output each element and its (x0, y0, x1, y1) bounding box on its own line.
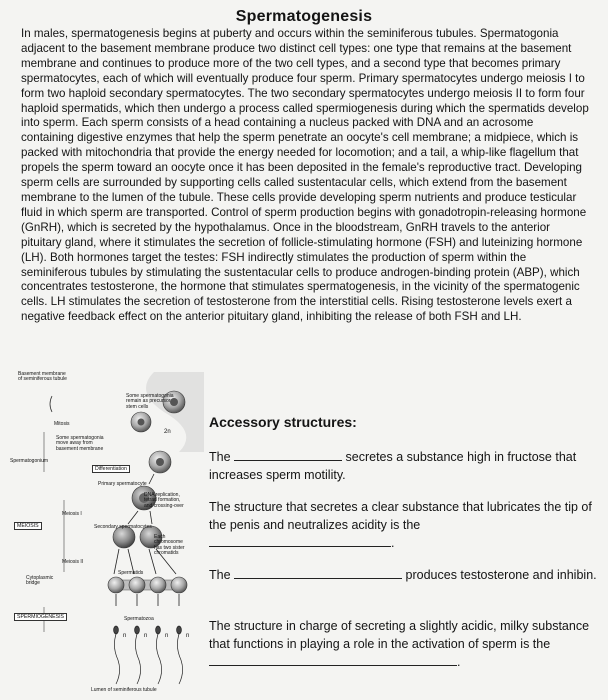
ploidy-label: 2n (164, 429, 171, 435)
label-meiosis-one: Meiosis I (62, 511, 82, 517)
question-4-end: . (457, 655, 461, 669)
ploidy-label: n (144, 633, 148, 639)
spermatogenesis-diagram (4, 372, 204, 698)
label-lumen: Lumen of seminiferous tubule (91, 687, 157, 693)
label-differentiation: Differentiation (92, 465, 130, 473)
label-cytoplasmic-bridge: Cytoplasmic bridge (26, 575, 54, 587)
intro-paragraph (21, 27, 589, 325)
question-3 (209, 566, 605, 584)
label-spermatogonium: Spermatogonium (10, 458, 49, 464)
question-4-blank[interactable] (209, 653, 457, 666)
label-spermiogenesis-box: SPERMIOGENESIS (14, 613, 67, 621)
ploidy-label: n (186, 633, 190, 639)
question-3-end: produces testosterone and inhibin. (405, 568, 597, 582)
page-title: Spermatogenesis (235, 8, 373, 25)
question-3-blank[interactable] (234, 566, 402, 579)
label-basement-membrane: Basement membrane of seminiferous tubule (18, 371, 67, 383)
label-spermatids: Spermatids (118, 570, 144, 576)
question-2-blank[interactable] (209, 534, 391, 547)
question-2-end: . (391, 536, 395, 550)
question-2-text: The structure that secretes a clear substance that lubricates the tip of the penis and neutralizes acidity is the (209, 500, 592, 532)
label-mitosis: Mitosis (54, 421, 70, 427)
ploidy-label: n (165, 633, 169, 639)
question-2 (209, 498, 605, 552)
question-4 (209, 617, 605, 671)
label-each-chromosome: Each chromosome has two sister chromatids (154, 534, 185, 557)
label-precursor-stem-cells: Some spermatogonia remain as precursor stem cells (126, 393, 174, 410)
label-dna-replication: DNA replication, tetrad formation, and crossing-over (144, 492, 184, 509)
question-3-start: The (209, 568, 231, 582)
label-meiosis-two: Meiosis II (62, 559, 84, 565)
label-move-away: Some spermatogonia move away from basement membrane (56, 435, 104, 452)
question-1-start: The (209, 450, 231, 464)
question-4-text: The structure in charge of secreting a slightly acidic, milky substance that functions in playing a role in the activation of sperm is the (209, 619, 590, 651)
label-secondary-spermatocytes: Secondary spermatocytes (94, 524, 152, 530)
ploidy-label: n (123, 633, 127, 639)
label-meiosis-box: MEIOSIS (14, 522, 42, 530)
question-1 (209, 448, 605, 484)
question-1-blank[interactable] (234, 448, 342, 461)
label-spermatozoa: Spermatozoa (124, 616, 154, 622)
question-1-end: secretes a substance high in fructose that increases sperm motility. (209, 450, 577, 482)
accessory-heading: Accessory structures: (209, 414, 357, 430)
label-primary-spermatocyte: Primary spermatocyte (98, 481, 147, 487)
paragraph-text: In males, spermatogenesis begins at puberty and occurs within the seminiferous tubules. Spermatogonia adjacent to the basement membrane produce two distinct cell types: one type that remains at the basement membrane and continues to produce more of the two cell types, and a second type that becomes primary spermatocytes, each of which will eventually produce four sperm. Primary spermatocytes undergo meiosis I to form two haploid secondary spermatocytes. The two secondary spermatocytes undergo meiosis II to form four haploid spermatids, which then undergo a process called spermiogenesis during which the spermatids develop into sperm. Each sperm consists of a head containing a nucleus packed with DNA and an acrosome containing digestive enzymes that help the sperm penetrate an oocyte's cell membrane; a midpiece, which is packed with mitochondria that provide the energy needed for locomotion; and a tail, a whip-like flagellum that propels the sperm toward an oocyte once it has been deposited in the female's reproductive tract. Developing sperm cells are surrounded by supporting cells called sustentacular cells, which extend from the basement membrane to the lumen of the tubule. These cells provide developing sperm nutrients and produce testicular fluid in which sperm are transported. Control of sperm production begins with gonadotropin-releasing hormone (GnRH), which is secreted by the hypothalamus. Once in the bloodstream, GnRH travels to the anterior pituitary gland, where it stimulates the secretion of follicle-stimulating hormone (FSH) and luteinizing hormone (LH). Both hormones target the testes: FSH indirectly stimulates the production of sperm within the seminiferous tubules by stimulating the sustentacular cells to produce androgen-binding protein (ABP), which concentrates testosterone, the hormone that stimulates spermatogenesis, in the vicinity of the spermatogenic cells. LH stimulates the secretion of testosterone from the interstitial cells. Rising testosterone levels exert a negative feedback effect on the anterior pituitary gland, inhibiting the release of both FSH and LH. (21, 27, 589, 324)
